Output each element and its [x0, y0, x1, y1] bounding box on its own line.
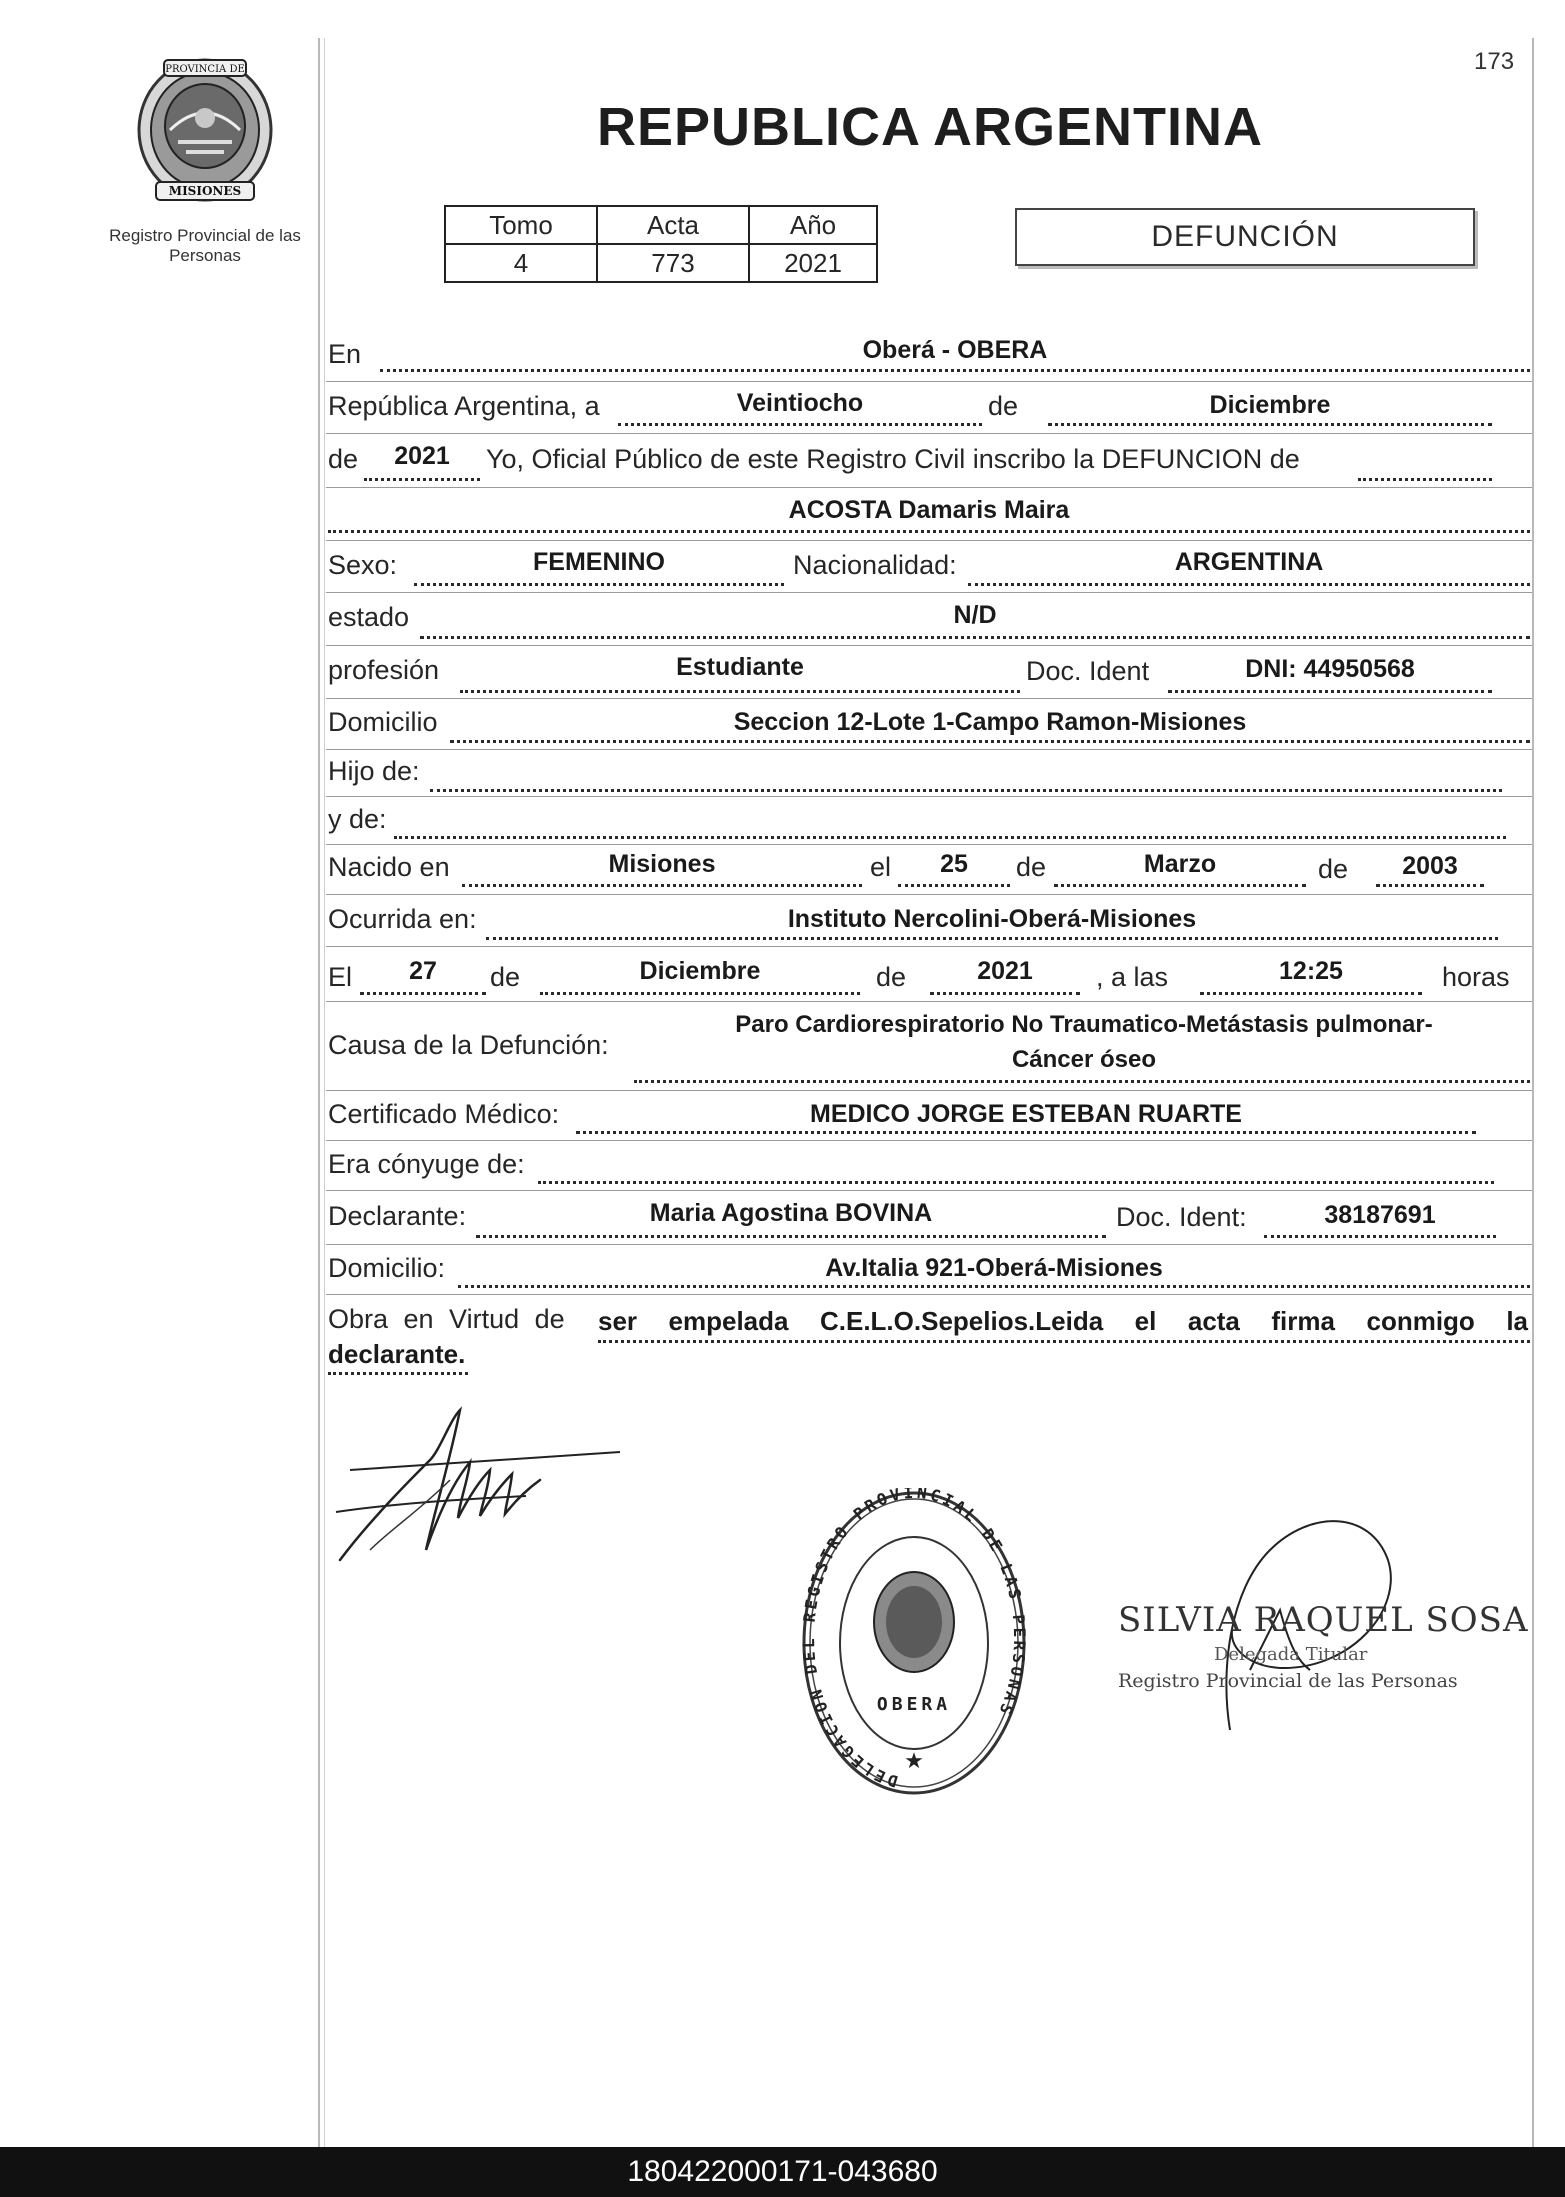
line-ocurrida-en — [486, 937, 1498, 940]
row-rule — [326, 1244, 1532, 1245]
right-margin-line — [1532, 38, 1534, 2148]
value-causa-2: Cáncer óseo — [1011, 1046, 1157, 1073]
row-rule — [326, 645, 1532, 646]
row-rule — [326, 1001, 1532, 1002]
province-seal — [134, 56, 276, 206]
official-role: Delegada Titular — [1214, 1644, 1368, 1665]
value-dia-letras: Veintiocho — [736, 389, 864, 417]
line-dia-letras — [618, 423, 982, 426]
value-estado: N/D — [953, 601, 997, 629]
value-anio: 2021 — [394, 442, 450, 470]
stamp-ring-text: DELEGACION DEL REGISTRO PROVINCIAL DE LAS PERSONAS — [798, 1488, 1030, 1792]
line-dni — [1168, 690, 1492, 693]
left-margin-line-2 — [324, 38, 325, 2148]
header-tomo: Tomo — [445, 206, 597, 244]
row-rule — [326, 749, 1532, 750]
value-nombre: ACOSTA Damaris Maira — [788, 496, 1070, 524]
value-declarante-doc: 38187691 — [1324, 1201, 1436, 1229]
value-def-anio: 2021 — [977, 957, 1033, 985]
label-doc-ident-2: Doc. Ident: — [1116, 1202, 1247, 1232]
line-def-anio — [930, 992, 1080, 995]
line-nac-mes — [1054, 884, 1306, 887]
label-de-4: de — [1318, 854, 1349, 884]
label-ocurrida-en: Ocurrida en: — [328, 904, 477, 934]
declarant-signature — [330, 1400, 630, 1570]
line-conyuge — [538, 1181, 1494, 1184]
line-obra-1 — [598, 1340, 1530, 1343]
value-obra-2: declarante. — [328, 1339, 466, 1369]
row-rule — [326, 946, 1532, 947]
value-certificado: MEDICO JORGE ESTEBAN RUARTE — [810, 1100, 1242, 1128]
value-dni: DNI: 44950568 — [1245, 655, 1415, 683]
seal-bottom-text: MISIONES — [168, 184, 242, 198]
label-hijo-de: Hijo de: — [328, 756, 420, 786]
label-republica: República Argentina, a — [328, 391, 600, 421]
line-nac-anio — [1376, 884, 1484, 887]
row-rule — [326, 844, 1532, 845]
value-def-mes: Diciembre — [639, 957, 761, 985]
label-de-6: de — [876, 962, 907, 992]
row-rule — [326, 487, 1532, 488]
register-table — [444, 205, 878, 283]
line-def-mes — [540, 992, 860, 995]
line-sexo — [414, 583, 784, 586]
label-estado: estado — [328, 602, 410, 632]
row-rule — [326, 1090, 1532, 1091]
value-declarante: Maria Agostina BOVINA — [649, 1199, 933, 1227]
stamp-star-icon: ★ — [904, 1748, 924, 1773]
label-yo: Yo, Oficial Público de este Registro Civil inscribo la DEFUNCION de — [486, 444, 1300, 474]
seal-top-text: PROVINCIA DE — [165, 64, 245, 75]
line-causa — [634, 1080, 1530, 1083]
value-nac-anio: 2003 — [1402, 852, 1458, 880]
page-number: 173 — [1474, 48, 1515, 75]
row-rule — [326, 540, 1532, 541]
value-profesion: Estudiante — [676, 653, 804, 681]
label-en: En — [328, 339, 362, 369]
row-rule — [326, 1190, 1532, 1191]
line-yo-end — [1358, 478, 1492, 481]
label-de-3: de — [1016, 852, 1047, 882]
value-acta: 773 — [597, 244, 749, 282]
row-rule — [326, 1294, 1532, 1295]
value-sexo: FEMENINO — [533, 548, 665, 576]
label-de-5: de — [490, 962, 521, 992]
label-doc-ident: Doc. Ident — [1026, 656, 1150, 686]
label-y-de: y de: — [328, 804, 387, 834]
label-sexo: Sexo: — [328, 550, 398, 580]
value-obra-1: ser empelada C.E.L.O.Sepelios.Leida el acta firma conmigo la — [598, 1306, 1528, 1336]
line-def-dia — [360, 992, 486, 995]
line-declarante-doc — [1264, 1235, 1496, 1238]
value-nacido-en: Misiones — [608, 850, 716, 878]
label-horas: horas — [1442, 962, 1510, 992]
label-de-1: de — [988, 391, 1019, 421]
value-tomo: 4 — [445, 244, 597, 282]
line-hora — [1200, 992, 1422, 995]
label-el-cap: El — [328, 962, 353, 992]
line-en — [380, 369, 1530, 372]
label-nacido-en: Nacido en — [328, 852, 450, 882]
value-nac-dia: 25 — [940, 850, 968, 878]
label-a-las: , a las — [1096, 962, 1169, 992]
line-nacionalidad — [968, 583, 1530, 586]
footer-bar — [0, 2147, 1565, 2197]
value-mes: Diciembre — [1209, 391, 1331, 419]
label-conyuge: Era cónyuge de: — [328, 1149, 525, 1179]
row-rule — [326, 433, 1532, 434]
line-estado — [420, 636, 1530, 639]
label-profesion: profesión — [328, 655, 440, 685]
official-office: Registro Provincial de las Personas — [1118, 1670, 1458, 1692]
row-rule — [326, 381, 1532, 382]
value-causa-1: Paro Cardiorespiratorio No Traumatico-Metástasis pulmonar- — [735, 1011, 1433, 1038]
left-margin-line — [318, 38, 320, 2148]
stamp-city: OBERA — [876, 1694, 952, 1715]
page-title: REPUBLICA ARGENTINA — [597, 97, 1263, 157]
official-name: SILVIA RAQUEL SOSA — [1118, 1600, 1529, 1640]
row-rule — [326, 796, 1532, 797]
registry-name: Registro Provincial de las Personas — [109, 226, 301, 265]
label-causa: Causa de la Defunción: — [328, 1030, 609, 1060]
label-declarante: Declarante: — [328, 1201, 467, 1231]
line-nac-dia — [898, 884, 1010, 887]
value-nac-mes: Marzo — [1143, 850, 1217, 878]
line-domicilio — [450, 740, 1530, 743]
label-nacionalidad: Nacionalidad: — [793, 550, 957, 580]
row-rule — [326, 1140, 1532, 1141]
header-acta: Acta — [597, 206, 749, 244]
line-y-de — [394, 836, 1506, 839]
value-ocurrida-en: Instituto Nercolini-Oberá-Misiones — [787, 905, 1197, 933]
registry-stamp — [798, 1488, 1030, 1798]
footer-code: 180422000171-043680 — [627, 2155, 938, 2188]
value-nacionalidad: ARGENTINA — [1174, 548, 1324, 576]
label-certificado: Certificado Médico: — [328, 1099, 560, 1129]
line-anio — [364, 478, 480, 481]
label-domicilio-2: Domicilio: — [328, 1253, 446, 1283]
value-lugar: Oberá - OBERA — [862, 336, 1048, 364]
line-obra-2 — [328, 1372, 468, 1375]
line-nacido-en — [462, 884, 862, 887]
row-rule — [326, 698, 1532, 699]
act-type-box — [1015, 208, 1475, 266]
line-declarante — [476, 1235, 1106, 1238]
act-type: DEFUNCIÓN — [1151, 220, 1339, 253]
label-el: el — [870, 852, 892, 882]
line-nombre — [328, 530, 1530, 533]
row-rule — [326, 894, 1532, 895]
value-def-dia: 27 — [409, 957, 437, 985]
value-anio: 2021 — [749, 244, 877, 282]
line-certificado — [576, 1131, 1476, 1134]
line-mes — [1048, 423, 1492, 426]
label-domicilio: Domicilio — [328, 707, 438, 737]
line-hijo-de — [430, 789, 1502, 792]
label-obra: Obra en Virtud de — [328, 1304, 565, 1334]
label-de-2: de — [328, 444, 359, 474]
header-anio: Año — [749, 206, 877, 244]
value-hora: 12:25 — [1279, 957, 1343, 985]
line-profesion — [460, 690, 1020, 693]
row-rule — [326, 592, 1532, 593]
value-domicilio: Seccion 12-Lote 1-Campo Ramon-Misiones — [733, 708, 1247, 736]
value-declarante-domicilio: Av.Italia 921-Oberá-Misiones — [825, 1254, 1163, 1282]
line-declarante-domicilio — [458, 1285, 1530, 1288]
